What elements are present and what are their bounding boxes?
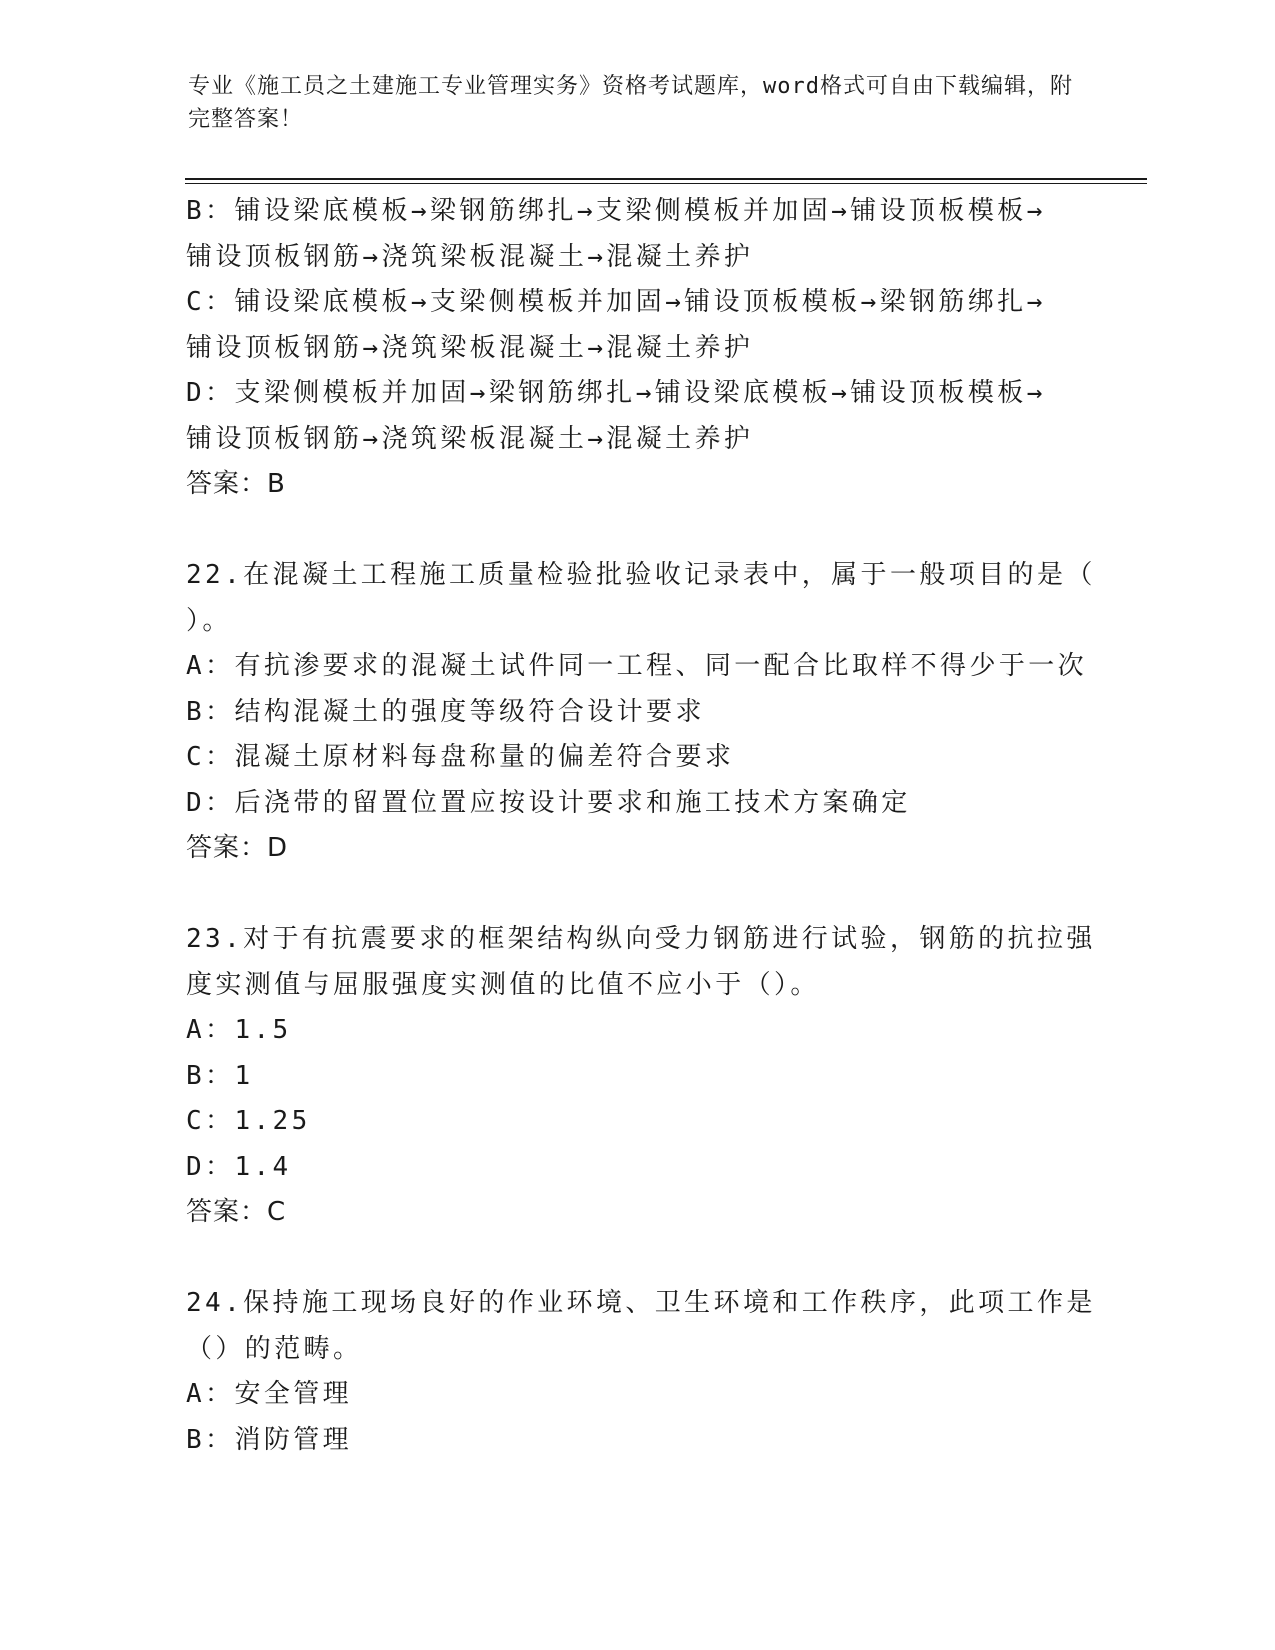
option-d: D：后浇带的留置位置应按设计要求和施工技术方案确定 <box>186 787 911 818</box>
answer-line: 答案：C <box>186 1197 287 1227</box>
header-divider-thin <box>185 183 1147 184</box>
option-c: C：1.25 <box>186 1106 311 1136</box>
header-divider-thick <box>185 178 1147 180</box>
option-b: B：1 <box>186 1060 254 1091</box>
option-a: A：有抗渗要求的混凝土试件同一工程、同一配合比取样不得少于一次 <box>186 651 1088 681</box>
option-c-line-1: C：铺设梁底模板→支梁侧模板并加固→铺设顶板模板→梁钢筋绑扎→ <box>186 287 1046 317</box>
answer-line: 答案：B <box>186 469 286 499</box>
question-stem-line-1: 22.在混凝土工程施工质量检验批验收记录表中，属于一般项目的是（ <box>186 560 1096 590</box>
option-b-line-2: 铺设顶板钢筋→浇筑梁板混凝土→混凝土养护 <box>186 241 754 272</box>
question-stem-line-2: 度实测值与屈服强度实测值的比值不应小于（）。 <box>186 969 820 1000</box>
option-a: A：1.5 <box>186 1015 292 1045</box>
spacer <box>186 872 1086 918</box>
question-24 <box>186 1281 1096 1463</box>
question-21-continuation <box>186 189 1086 508</box>
question-22 <box>186 553 1096 872</box>
question-stem-line-1: 23.对于有抗震要求的框架结构纵向受力钢筋进行试验，钢筋的抗拉强 <box>186 924 1096 954</box>
question-stem-line-2: （）的范畴。 <box>186 1333 363 1364</box>
option-b-line-1: B：铺设梁底模板→梁钢筋绑扎→支梁侧模板并加固→铺设顶板模板→ <box>186 196 1046 226</box>
question-stem-line-2: ）。 <box>186 605 232 636</box>
option-c-line-2: 铺设顶板钢筋→浇筑梁板混凝土→混凝土养护 <box>186 332 754 363</box>
question-stem-line-1: 24.保持施工现场良好的作业环境、卫生环境和工作秩序，此项工作是 <box>186 1288 1096 1318</box>
document-header: 专业《施工员之土建施工专业管理实务》资格考试题库，word格式可自由下载编辑，附完整答案！ <box>188 74 1073 132</box>
option-c: C：混凝土原材料每盘称量的偏差符合要求 <box>186 742 735 772</box>
option-d: D：1.4 <box>186 1151 292 1182</box>
option-b: B：结构混凝土的强度等级符合设计要求 <box>186 696 705 727</box>
option-d-line-1: D：支梁侧模板并加固→梁钢筋绑扎→铺设梁底模板→铺设顶板模板→ <box>186 378 1046 408</box>
option-b: B：消防管理 <box>186 1424 353 1455</box>
option-a: A：安全管理 <box>186 1379 353 1409</box>
spacer <box>186 1236 1086 1282</box>
question-content <box>186 189 1096 1463</box>
answer-line: 答案：D <box>186 833 289 863</box>
question-23 <box>186 917 1096 1236</box>
spacer <box>186 508 1086 554</box>
option-d-line-2: 铺设顶板钢筋→浇筑梁板混凝土→混凝土养护 <box>186 423 754 454</box>
